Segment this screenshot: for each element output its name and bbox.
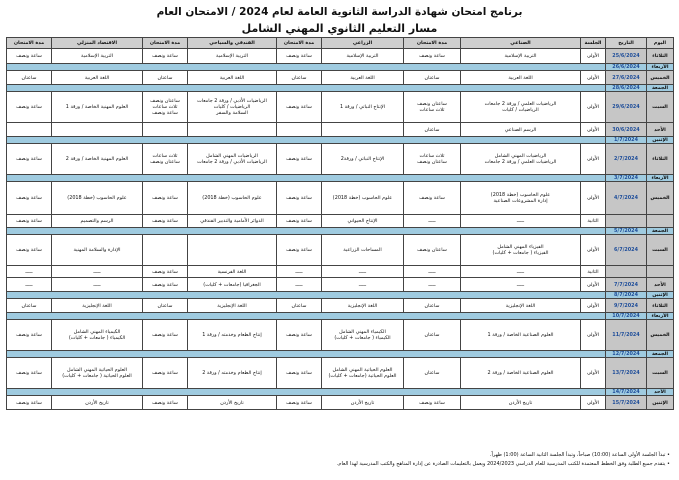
duration-cell xyxy=(277,123,322,137)
duration-cell: ساعة ونصف xyxy=(143,266,188,278)
subject-cell: الكيمياء المهني الشامل الكيمياء ( جامعات + كليات) xyxy=(322,320,404,351)
duration-cell: ساعة ونصف xyxy=(7,235,52,266)
duration-cell: ـــــ xyxy=(404,215,461,228)
session-cell: الثانية xyxy=(581,215,606,228)
date-cell: 26/6/2024 xyxy=(606,64,647,71)
subject-cell: المساحات الزراعية xyxy=(322,235,404,266)
blank-band xyxy=(7,175,606,182)
session-cell: الأولى xyxy=(581,71,606,85)
date-cell: 14/7/2024 xyxy=(606,389,647,396)
footnote-text: يتقدم جميع الطلبة وفق الخطط المعتمدة للكتب المدرسية للعام الدراسي 2024/2023 ويعمل بالتعليمات الصادرة عن إدارة المناهج والكتب المدرسية لهذا العام. xyxy=(336,461,666,467)
duration-cell: ساعتان xyxy=(143,299,188,313)
duration-cell: ساعة ونصف xyxy=(404,182,461,215)
exam-row xyxy=(7,71,674,85)
date-cell: 11/7/2024 xyxy=(606,320,647,351)
exam-row xyxy=(7,266,674,278)
blank-band xyxy=(7,313,606,320)
day-cell: الأربعاء xyxy=(647,175,674,182)
duration-cell: ساعتان xyxy=(277,299,322,313)
duration-cell: ساعتان xyxy=(404,320,461,351)
footnote-curriculum: • يتقدم جميع الطلبة وفق الخطط المعتمدة للكتب المدرسية للعام الدراسي 2024/2023 ويعمل بالتعليمات الصادرة عن إدارة المناهج والكتب المدرسية لهذا العام. xyxy=(336,461,670,467)
day-cell: الثلاثاء xyxy=(647,144,674,175)
duration-cell: ساعة ونصف xyxy=(143,396,188,410)
day-cell: الثلاثاء xyxy=(647,49,674,64)
blank-band xyxy=(7,64,606,71)
duration-cell: ساعتان xyxy=(7,299,52,313)
exam-row xyxy=(7,182,674,215)
session-cell: الأولى xyxy=(581,123,606,137)
duration-cell: ساعتان ونصف ثلاث ساعات xyxy=(404,92,461,123)
session-cell: الأولى xyxy=(581,92,606,123)
blank-band xyxy=(7,292,606,299)
subject-cell: الدوائر الأمامية والتدبير الفندقي xyxy=(188,215,277,228)
session-cell: الثانية xyxy=(581,266,606,278)
subject-cell: الكيمياء المهني الشامل الكيمياء ( جامعات + كليات) xyxy=(52,320,143,351)
duration-cell: ساعة ونصف xyxy=(277,215,322,228)
day-cell: الإثنين xyxy=(647,137,674,144)
duration-cell: ساعة ونصف xyxy=(7,215,52,228)
duration-cell: ساعة ونصف xyxy=(7,92,52,123)
subject-cell: اللغة الإنجليزية xyxy=(322,299,404,313)
session-cell: الأولى xyxy=(581,320,606,351)
session-cell: الأولى xyxy=(581,182,606,215)
exam-row xyxy=(7,320,674,351)
day-cell xyxy=(647,215,674,228)
column-header: الجلسة xyxy=(581,38,606,49)
duration-cell: ساعة ونصف xyxy=(7,49,52,64)
subject-cell: ـــــ xyxy=(52,278,143,292)
subject-cell xyxy=(188,123,277,137)
duration-cell: ساعتان xyxy=(404,71,461,85)
session-cell: الأولى xyxy=(581,278,606,292)
subject-cell: الإنتاج النباتي / ورقة 1 xyxy=(322,92,404,123)
duration-cell: ساعة ونصف xyxy=(277,235,322,266)
exam-row xyxy=(7,49,674,64)
day-cell: الأحد xyxy=(647,389,674,396)
subject-cell: تاريخ الأردن xyxy=(188,396,277,410)
duration-cell: ساعة ونصف xyxy=(143,49,188,64)
exam-row xyxy=(7,235,674,266)
date-cell: 9/7/2024 xyxy=(606,299,647,313)
duration-cell: ساعة ونصف xyxy=(277,358,322,389)
duration-cell: ساعتان ونصف xyxy=(404,235,461,266)
date-cell: 2/7/2024 xyxy=(606,144,647,175)
day-cell: الخميس xyxy=(647,71,674,85)
duration-cell: ساعة ونصف xyxy=(143,182,188,215)
subject-cell: اللغة العربية xyxy=(188,71,277,85)
session-cell: الأولى xyxy=(581,396,606,410)
subject-cell: إنتاج الطعام وخدمته / ورقة 2 xyxy=(188,358,277,389)
day-cell: الجمعة xyxy=(647,85,674,92)
duration-cell: ساعتان xyxy=(143,71,188,85)
duration-cell: ساعة ونصف xyxy=(7,358,52,389)
subject-cell: ـــــ xyxy=(461,215,581,228)
column-header: مدة الامتحان xyxy=(277,38,322,49)
exam-row xyxy=(7,358,674,389)
exam-schedule-table xyxy=(6,37,674,410)
subject-cell: الرسم والتصميم xyxy=(52,215,143,228)
footnote-session-times: • تبدأ الجلسة الأولى الساعة (10:00) صباحاً، وتبدأ الجلسة الثانية الساعة (1:00) ظهراً. xyxy=(489,452,670,458)
blank-band xyxy=(7,351,606,358)
duration-cell: ـــــ xyxy=(7,266,52,278)
subject-cell: الفيزياء المهني الشامل الفيزياء ( جامعات + كليات) xyxy=(461,235,581,266)
day-off-row xyxy=(7,175,674,182)
subject-cell: اللغة الإنجليزية xyxy=(461,299,581,313)
subject-cell: العلوم الحياتية المهني الشامل العلوم الحياتية ( جامعات + كليات) xyxy=(52,358,143,389)
day-cell xyxy=(647,266,674,278)
blank-band xyxy=(7,228,606,235)
subject-cell: الرياضيات العلمي / ورقة 2 جامعات الرياضيات / كليات xyxy=(461,92,581,123)
subject-cell: ـــــ xyxy=(322,278,404,292)
exam-row xyxy=(7,396,674,410)
subject-cell: التربية الإسلامية xyxy=(188,49,277,64)
date-cell: 28/6/2024 xyxy=(606,85,647,92)
day-off-row xyxy=(7,292,674,299)
duration-cell: ساعتان xyxy=(404,358,461,389)
subject-cell xyxy=(52,123,143,137)
duration-cell: ساعة ونصف xyxy=(143,215,188,228)
duration-cell: ثلاث ساعات ساعتان ونصف xyxy=(143,144,188,175)
day-off-row xyxy=(7,85,674,92)
subject-cell: تاريخ الأردن xyxy=(461,396,581,410)
exam-row xyxy=(7,92,674,123)
duration-cell: ـــــ xyxy=(277,278,322,292)
day-cell: الجمعة xyxy=(647,351,674,358)
duration-cell: ـــــ xyxy=(404,278,461,292)
duration-cell: ساعة ونصف xyxy=(277,182,322,215)
date-cell: 10/7/2024 xyxy=(606,313,647,320)
duration-cell: ساعة ونصف xyxy=(7,320,52,351)
duration-cell: ساعة ونصف xyxy=(277,92,322,123)
subject-cell: العلوم الصناعية الخاصة / ورقة 1 xyxy=(461,320,581,351)
duration-cell: ساعة ونصف xyxy=(277,396,322,410)
session-cell: الأولى xyxy=(581,235,606,266)
day-cell: الأحد xyxy=(647,278,674,292)
subject-cell: ـــــ xyxy=(322,266,404,278)
exam-row xyxy=(7,144,674,175)
day-cell: الأحد xyxy=(647,123,674,137)
duration-cell: ساعة ونصف xyxy=(7,144,52,175)
duration-cell: ساعة ونصف xyxy=(7,182,52,215)
day-cell: السبت xyxy=(647,235,674,266)
duration-cell: ساعتان xyxy=(7,71,52,85)
duration-cell: ـــــ xyxy=(404,266,461,278)
subject-cell: العلوم المهنية الخاصة / ورقة 1 xyxy=(52,92,143,123)
duration-cell: ساعتان xyxy=(404,123,461,137)
subject-cell: ـــــ xyxy=(461,278,581,292)
subject-cell: إنتاج الطعام وخدمته / ورقة 1 xyxy=(188,320,277,351)
date-cell: 30/6/2024 xyxy=(606,123,647,137)
document-title: برنامج امتحان شهادة الدراسة الثانوية العامة لعام 2024 / الامتحان العام xyxy=(156,6,523,18)
duration-cell: ساعتان ونصف ثلاث ساعات ساعة ونصف xyxy=(143,92,188,123)
subject-cell: الرسم الصناعي xyxy=(461,123,581,137)
subject-cell: اللغة العربية xyxy=(52,71,143,85)
day-cell: الثلاثاء xyxy=(647,299,674,313)
subject-cell: علوم الحاسوب (خطة 2018) xyxy=(52,182,143,215)
duration-cell: ساعة ونصف xyxy=(143,320,188,351)
duration-cell xyxy=(143,123,188,137)
header-row xyxy=(7,38,674,49)
duration-cell: ساعتان xyxy=(404,299,461,313)
day-off-row xyxy=(7,351,674,358)
duration-cell: ساعتان xyxy=(277,71,322,85)
subject-cell: الرياضيات الأدبي / ورقة 2 جامعات الرياضيات / كليات السلامة والسفر xyxy=(188,92,277,123)
subject-cell: الإدارة والسلامة المهنية xyxy=(52,235,143,266)
session-cell: الأولى xyxy=(581,299,606,313)
blank-band xyxy=(7,85,606,92)
date-cell: 13/7/2024 xyxy=(606,358,647,389)
date-cell: 1/7/2024 xyxy=(606,137,647,144)
day-off-row xyxy=(7,64,674,71)
subject-cell: العلوم المهنية الخاصة / ورقة 2 xyxy=(52,144,143,175)
exam-row xyxy=(7,299,674,313)
day-cell: الأربعاء xyxy=(647,64,674,71)
exam-row xyxy=(7,278,674,292)
column-header: الزراعي xyxy=(322,38,404,49)
date-cell: 29/6/2024 xyxy=(606,92,647,123)
subject-cell xyxy=(322,123,404,137)
subject-cell: ـــــ xyxy=(52,266,143,278)
subject-cell: علوم الحاسوب (خطة 2018) xyxy=(188,182,277,215)
subject-cell: الإنتاج الحيواني xyxy=(322,215,404,228)
session-cell: الأولى xyxy=(581,144,606,175)
column-header: مدة الامتحان xyxy=(143,38,188,49)
blank-band xyxy=(7,137,606,144)
duration-cell: ـــــ xyxy=(277,266,322,278)
day-cell: الأربعاء xyxy=(647,313,674,320)
duration-cell: ـــــ xyxy=(7,278,52,292)
duration-cell: ساعة ونصف xyxy=(404,396,461,410)
date-cell xyxy=(606,266,647,278)
date-cell: 4/7/2024 xyxy=(606,182,647,215)
day-off-row xyxy=(7,313,674,320)
blank-band xyxy=(7,389,606,396)
subject-cell: اللغة الإنجليزية xyxy=(52,299,143,313)
duration-cell: ساعة ونصف xyxy=(7,396,52,410)
duration-cell: ساعة ونصف xyxy=(277,320,322,351)
column-header: الصناعي xyxy=(461,38,581,49)
footnote-text: تبدأ الجلسة الأولى الساعة (10:00) صباحاً، وتبدأ الجلسة الثانية الساعة (1:00) ظهراً. xyxy=(489,452,666,458)
exam-row xyxy=(7,123,674,137)
subject-cell xyxy=(188,235,277,266)
subject-cell: علوم الحاسوب (خطة 2018) xyxy=(322,182,404,215)
duration-cell: ساعة ونصف xyxy=(277,49,322,64)
column-header: الفندقي والسياحي xyxy=(188,38,277,49)
subject-cell: علوم الحاسوب (خطة 2018) إدارة المشروعات الصناعية xyxy=(461,182,581,215)
date-cell: 8/7/2024 xyxy=(606,292,647,299)
duration-cell: ساعة ونصف xyxy=(143,358,188,389)
subject-cell: الرياضيات المهني الشامل الرياضيات العلمي / ورقة 2 جامعات xyxy=(461,144,581,175)
column-header: مدة الامتحان xyxy=(404,38,461,49)
subject-cell: اللغة العربية xyxy=(322,71,404,85)
day-off-row xyxy=(7,137,674,144)
session-cell: الأولى xyxy=(581,49,606,64)
duration-cell: ساعة ونصف xyxy=(404,49,461,64)
day-off-row xyxy=(7,228,674,235)
subject-cell: التربية الإسلامية xyxy=(322,49,404,64)
column-header: اليوم xyxy=(647,38,674,49)
date-cell: 5/7/2024 xyxy=(606,228,647,235)
day-cell: الجمعة xyxy=(647,228,674,235)
subject-cell: العلوم الصناعية الخاصة / ورقة 2 xyxy=(461,358,581,389)
column-header: مدة الامتحان xyxy=(7,38,52,49)
duration-cell: ثلاث ساعات ساعتان ونصف xyxy=(404,144,461,175)
day-cell: الخميس xyxy=(647,320,674,351)
date-cell: 6/7/2024 xyxy=(606,235,647,266)
day-cell: الإثنين xyxy=(647,396,674,410)
column-header: التاريخ xyxy=(606,38,647,49)
subject-cell: التربية الإسلامية xyxy=(52,49,143,64)
subject-cell: التربية الإسلامية xyxy=(461,49,581,64)
day-cell: الإثنين xyxy=(647,292,674,299)
subject-cell: تاريخ الأردن xyxy=(322,396,404,410)
date-cell: 25/6/2024 xyxy=(606,49,647,64)
subject-cell: الرياضيات المهني الشامل الرياضيات الأدبي / ورقة 2 جامعات xyxy=(188,144,277,175)
day-off-row xyxy=(7,389,674,396)
day-cell: السبت xyxy=(647,92,674,123)
day-cell: الخميس xyxy=(647,182,674,215)
subject-cell: ـــــ xyxy=(461,266,581,278)
duration-cell xyxy=(7,123,52,137)
date-cell: 7/7/2024 xyxy=(606,278,647,292)
exam-row xyxy=(7,215,674,228)
date-cell: 3/7/2024 xyxy=(606,175,647,182)
subject-cell: الجغرافيا (جامعات + كليات) xyxy=(188,278,277,292)
column-header: الاقتصاد المنزلي xyxy=(52,38,143,49)
date-cell: 27/6/2024 xyxy=(606,71,647,85)
subject-cell: العلوم الحياتية المهني الشامل العلوم الحياتية (جامعات + كليات) xyxy=(322,358,404,389)
subject-cell: اللغة الفرنسية xyxy=(188,266,277,278)
subject-cell: اللغة الإنجليزية xyxy=(188,299,277,313)
duration-cell: ساعة ونصف xyxy=(277,144,322,175)
duration-cell xyxy=(143,235,188,266)
day-cell: السبت xyxy=(647,358,674,389)
document-subtitle: مسار التعليم الثانوي المهني الشامل xyxy=(241,22,438,35)
date-cell xyxy=(606,215,647,228)
date-cell: 12/7/2024 xyxy=(606,351,647,358)
duration-cell: ساعة ونصف xyxy=(143,278,188,292)
date-cell: 15/7/2024 xyxy=(606,396,647,410)
subject-cell: تاريخ الأردن xyxy=(52,396,143,410)
subject-cell: الإنتاج النباتي / ورقة2 xyxy=(322,144,404,175)
session-cell: الأولى xyxy=(581,358,606,389)
subject-cell: اللغة العربية xyxy=(461,71,581,85)
